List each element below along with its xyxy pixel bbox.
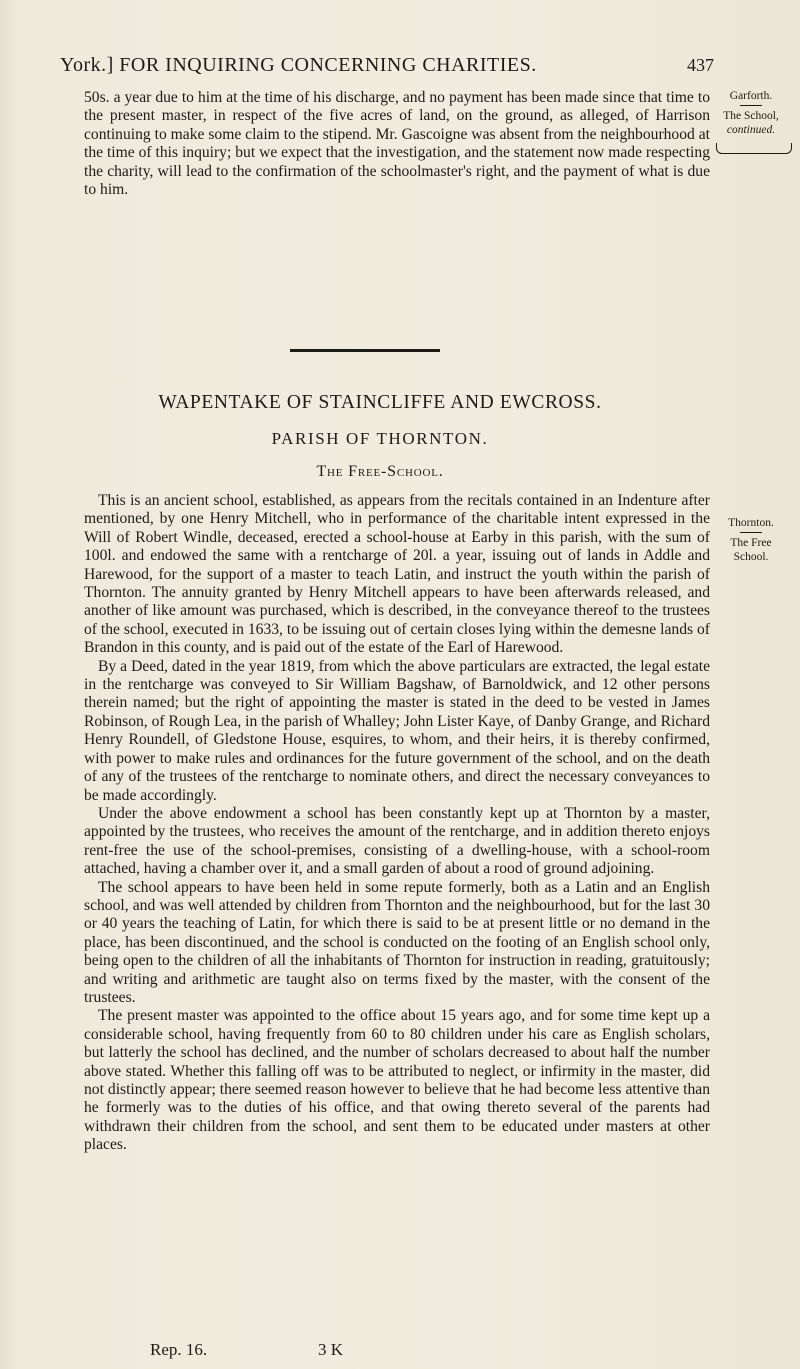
- garforth-section: [84, 89, 710, 199]
- margin-dash: [740, 532, 762, 533]
- margin-dash: [740, 105, 762, 106]
- signature-mark: 3 K: [318, 1340, 344, 1359]
- margin-brace: [716, 143, 792, 154]
- report-reference: Rep. 16.: [150, 1340, 208, 1359]
- running-title: York.] FOR INQUIRING CONCERNING CHARITIES.: [60, 54, 537, 76]
- running-header: [60, 54, 714, 77]
- margin-subject-thornton: The Free School.: [730, 537, 772, 563]
- section-divider-rule: [290, 349, 440, 352]
- thornton-paragraph-1: This is an ancient school, established, as appears from the recitals contained in an Indenture after mentioned, by one Henry Mitchell, who in performance of the charitable intent expressed in the Will of Robert Windle, deceased, erected a school-house at Earby in this parish, with the sum of 100l. and endowed the same with a rentcharge of 20l. a year, issuing out of lands in Addle and Harewood, for the support of a master to teach Latin, and instruct the youth within the parish of Thornton. The annuity granted by Henry Mitchell appears to have been afterwards released, and another of like amount was purchased, which is described, in the conveyance thereof to the trustees of the school, executed in 1633, to be issuing out of certain closes lying within the demesne lands of Brandon in this county, and is paid out of the estate of the Earl of Harewood.: [84, 492, 710, 657]
- page-number: 437: [687, 55, 714, 75]
- margin-note-thornton: [712, 516, 790, 564]
- margin-place-thornton: Thornton.: [728, 517, 774, 529]
- section-heading: The Free-School.: [316, 463, 444, 480]
- margin-note-garforth: [712, 89, 790, 137]
- garforth-paragraph: 50s. a year due to him at the time of his discharge, and no payment has been made since that time to the present master, in respect of the five acres of land, on the ground, as alleged, of Harrison continuing to make some claim to the stipend. Mr. Gascoigne was absent from the neighbourhood at the time of this inquiry; but we expect that the investigation, and the statement now made respecting the charity, will lead to the confirmation of the schoolmaster's right, and the payment of what is due to him.: [84, 89, 710, 199]
- thornton-paragraph-3: Under the above endowment a school has been constantly kept up at Thornton by a master, appointed by the trustees, who receives the amount of the rentcharge, and in addition thereto enjoys rent-free the use of the school-premises, consisting of a dwelling-house, with a school-room attached, having a chamber over it, and a small garden of about a rood of ground adjoining.: [84, 804, 710, 878]
- thornton-paragraph-4: The school appears to have been held in some repute formerly, both as a Latin and an English school, and was well attended by children from Thornton and the neighbourhood, but for the last 30 or 40 years the teaching of Latin, for which there is said to be at present little or no demand in the place, has been discontinued, and the school is conducted on the footing of an English school only, being open to the children of all the inhabitants of Thornton for instruction in reading, gratuitously; and writing and arithmetic are taught also on terms fixed by the master, with the consent of the trustees.: [84, 878, 710, 1006]
- parish-heading: PARISH OF THORNTON.: [271, 429, 489, 448]
- thornton-section: [84, 492, 710, 1155]
- wapentake-heading: WAPENTAKE OF STAINCLIFFE AND EWCROSS.: [158, 392, 602, 413]
- margin-continued: continued.: [726, 124, 776, 136]
- thornton-paragraph-2: By a Deed, dated in the year 1819, from which the above particulars are extracted, the legal estate in the rentcharge was conveyed to Sir William Bagshaw, of Barnoldwick, and 12 other persons therein named; but the right of appointing the master is stated in the deed to be vested in James Robinson, of Rough Lea, in the parish of Whalley; John Lister Kaye, of Danby Grange, and Richard Henry Roundell, of Gledstone House, esquires, to whom, and their heirs, it is thereby confirmed, with power to make rules and ordinances for the future government of the school, and on the death of any of the trustees of the rentcharge to nominate others, and direct the necessary conveyances to be made accordingly.: [84, 657, 710, 804]
- thornton-paragraph-5: The present master was appointed to the office about 15 years ago, and for some time kept up a considerable school, having frequently from 60 to 80 children under his care as English scholars, but latterly the school has declined, and the number of scholars decreased to about half the number above stated. Whether this falling off was to be attributed to neglect, or infirmity in the master, did not distinctly appear; there seemed reason however to believe that he had become less attentive than he formerly was to the duties of his office, and that owing thereto several of the parents had withdrawn their children from the school, and sent them to be educated under masters at other places.: [84, 1007, 710, 1154]
- margin-subject-garforth: The School,: [723, 110, 779, 122]
- margin-place-garforth: Garforth.: [729, 90, 773, 102]
